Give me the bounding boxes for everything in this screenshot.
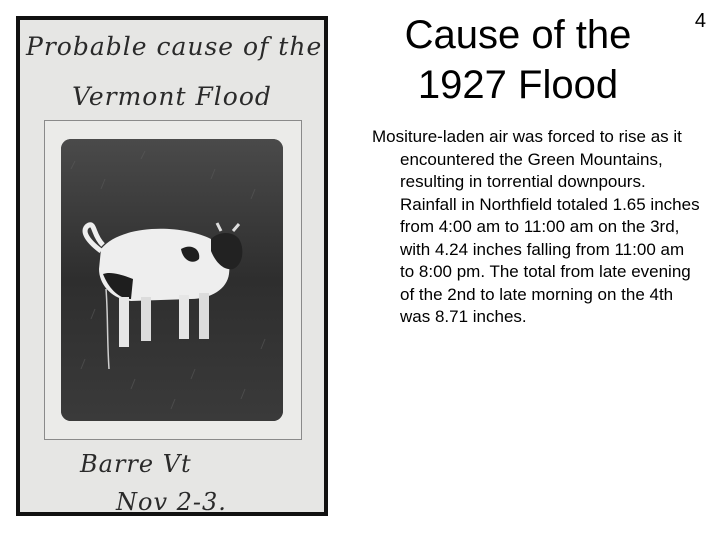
- cow-picture: [61, 139, 283, 421]
- slide-title-line-1: Cause of the: [404, 13, 632, 57]
- photo-caption-bottom-line-1: Barre Vt: [80, 450, 192, 478]
- photo-caption-bottom-line-2: Nov 2-3.: [116, 488, 227, 512]
- slide-title-line-2: 1927 Flood: [417, 63, 619, 107]
- photo-card: [20, 20, 324, 512]
- slide-body-text: Mositure-laden air was forced to rise as it encountered the Green Mountains, resulting in torrential downpours. Rainfall in Northfield totaled 1.65 inches from 4:00 am to 11:00 am on the 3rd, with 4.24 inches falling from 11:00 am to 8:00 pm. The total from late evening of the 2nd to late morning on the 4th was 8.71 inches.: [372, 127, 700, 326]
- photo-caption-top-line-2: Vermont Flood: [72, 82, 272, 111]
- historic-photo: [16, 16, 328, 516]
- page-number: 4: [694, 10, 706, 32]
- photo-caption-top-line-1: Probable cause of the: [26, 32, 323, 61]
- photo-mat: [44, 120, 302, 440]
- slide-title: [368, 10, 668, 110]
- cow-in-field-image: [61, 139, 283, 421]
